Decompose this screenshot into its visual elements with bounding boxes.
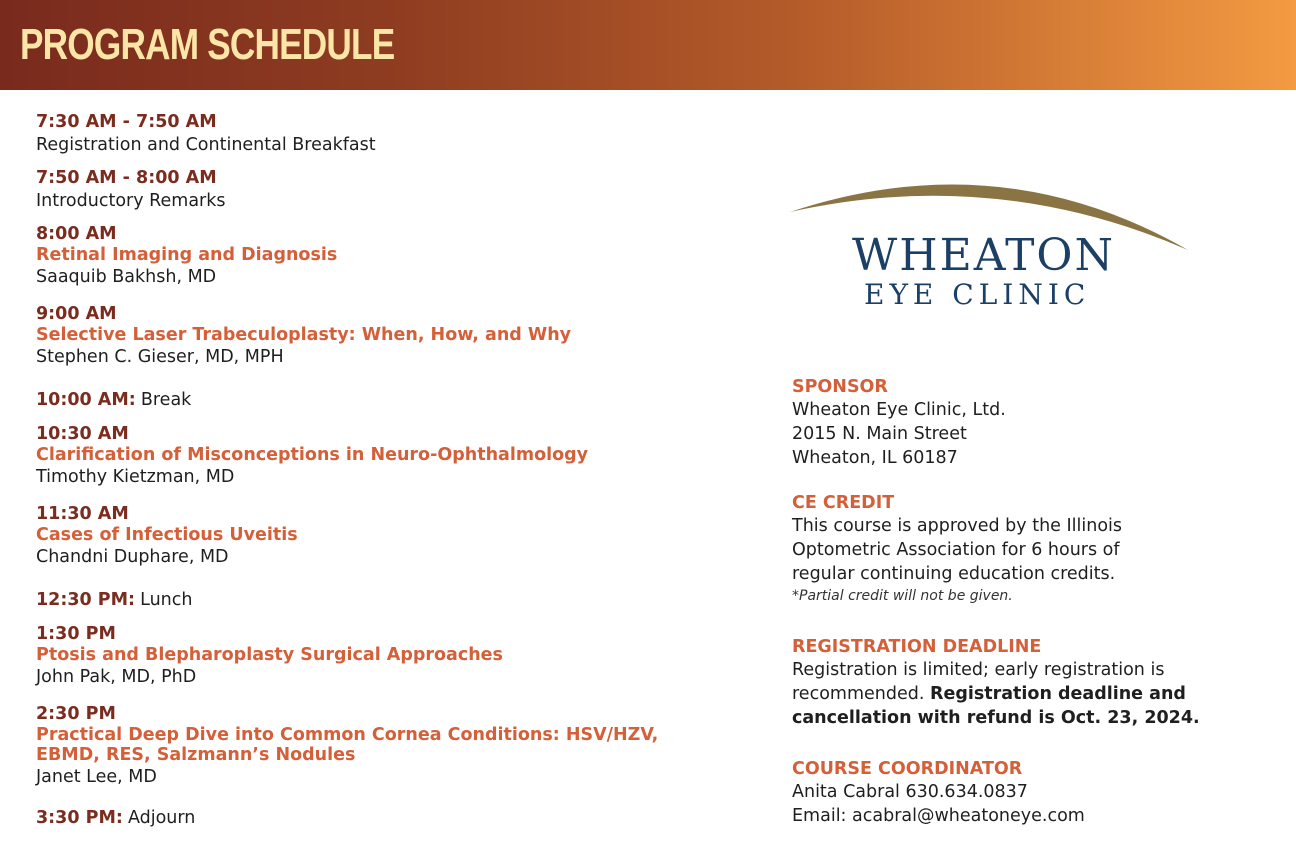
registration-text: recommended.	[792, 684, 930, 704]
schedule-time: 7:30 AM - 7:50 AM	[36, 112, 217, 132]
sponsor-line: Wheaton, IL 60187	[792, 448, 958, 468]
registration-deadline-text: cancellation with refund is Oct. 23, 2024.	[792, 708, 1200, 728]
session-title: Cases of Infectious Uveitis	[36, 525, 298, 545]
schedule-item	[36, 588, 716, 612]
registration-deadline-text: Registration deadline and	[929, 684, 1186, 704]
ce-credit-heading: CE CREDIT	[792, 493, 895, 513]
coordinator-email: Email: acabral@wheatoneye.com	[792, 806, 1085, 826]
schedule-time: 2:30 PM	[36, 704, 116, 724]
ce-credit-note: *Partial credit will not be given.	[792, 588, 1013, 604]
schedule-item	[36, 224, 716, 289]
schedule-time: 12:30 PM:	[36, 590, 136, 610]
schedule-time: 11:30 AM	[36, 504, 129, 524]
session-title: Selective Laser Trabeculoplasty: When, How, and Why	[36, 325, 572, 345]
coordinator-heading: COURSE COORDINATOR	[792, 759, 1023, 779]
ce-credit-line: Optometric Association for 6 hours of	[792, 540, 1120, 560]
page-title: PROGRAM SCHEDULE	[20, 20, 395, 69]
speaker-name: Janet Lee, MD	[36, 767, 157, 787]
schedule-item	[36, 624, 716, 689]
registration-section	[792, 636, 1272, 730]
schedule-description: Introductory Remarks	[36, 191, 226, 211]
speaker-name: Timothy Kietzman, MD	[36, 467, 235, 487]
schedule-time: 3:30 PM:	[36, 808, 123, 828]
schedule-description: Registration and Continental Breakfast	[36, 135, 376, 155]
registration-line	[792, 682, 1272, 706]
coordinator-section	[792, 758, 1272, 828]
sponsor-section	[792, 376, 1272, 470]
registration-heading: REGISTRATION DEADLINE	[792, 637, 1042, 657]
session-title: Clarification of Misconceptions in Neuro-Ophthalmology	[36, 445, 589, 465]
schedule-item	[36, 168, 716, 213]
session-title-line-1: Practical Deep Dive into Common Cornea Conditions: HSV/HZV,	[36, 725, 659, 745]
session-title: Retinal Imaging and Diagnosis	[36, 245, 338, 265]
ce-credit-line: regular continuing education credits.	[792, 564, 1116, 584]
schedule-item	[36, 388, 716, 412]
schedule-label: Break	[140, 390, 192, 410]
session-title-line-2: EBMD, RES, Salzmann’s Nodules	[36, 745, 356, 765]
schedule-time: 7:50 AM - 8:00 AM	[36, 168, 217, 188]
schedule-time: 10:00 AM:	[36, 390, 136, 410]
schedule-item	[36, 504, 716, 569]
schedule-item	[36, 806, 716, 830]
schedule-item	[36, 704, 716, 789]
speaker-name: Chandni Duphare, MD	[36, 547, 229, 567]
speaker-name: Saaquib Bakhsh, MD	[36, 267, 217, 287]
header-banner	[0, 0, 1296, 90]
schedule-item	[36, 304, 716, 369]
schedule-label: Adjourn	[127, 808, 196, 828]
schedule-time: 10:30 AM	[36, 424, 129, 444]
schedule-item	[36, 112, 716, 157]
speaker-name: Stephen C. Gieser, MD, MPH	[36, 347, 284, 367]
schedule-label: Lunch	[140, 590, 193, 610]
logo-subtitle: EYE CLINIC	[864, 278, 1091, 311]
sponsor-line: 2015 N. Main Street	[792, 424, 967, 444]
ce-credit-section	[792, 492, 1272, 606]
coordinator-name-phone: Anita Cabral 630.634.0837	[792, 782, 1028, 802]
schedule-time: 9:00 AM	[36, 304, 117, 324]
speaker-name: John Pak, MD, PhD	[36, 667, 197, 687]
sponsor-heading: SPONSOR	[792, 377, 888, 397]
ce-credit-line: This course is approved by the Illinois	[792, 516, 1123, 536]
logo-name: WHEATON	[852, 230, 1116, 281]
session-title: Ptosis and Blepharoplasty Surgical Approaches	[36, 645, 503, 665]
schedule-time: 1:30 PM	[36, 624, 116, 644]
schedule-time: 8:00 AM	[36, 224, 117, 244]
sponsor-line: Wheaton Eye Clinic, Ltd.	[792, 400, 1006, 420]
registration-line: Registration is limited; early registration is	[792, 660, 1165, 680]
schedule-item	[36, 424, 716, 489]
